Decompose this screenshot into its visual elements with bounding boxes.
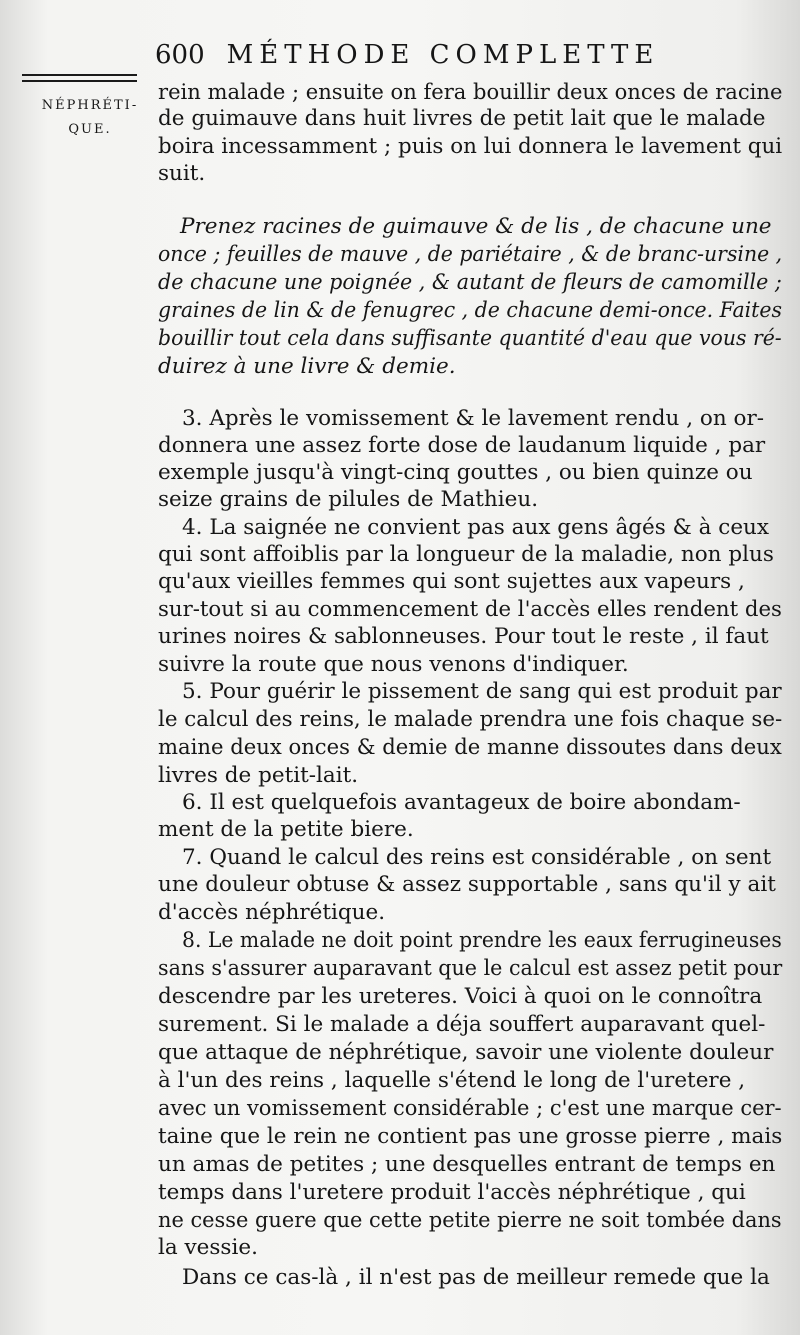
text-line: ne cesse guere que cette petite pierre ne soit tombée dans — [158, 1208, 782, 1233]
running-title: MÉTHODE COMPLETTE — [226, 40, 660, 70]
text-line: 7. Quand le calcul des reins est considérable , on sent — [182, 845, 772, 870]
text-line: suit. — [158, 161, 206, 186]
text-line: boira incessamment ; puis on lui donnera le lavement qui — [158, 134, 783, 159]
text-line: urines noires & sablonneuses. Pour tout le reste , il faut — [158, 624, 769, 649]
text-line: suivre la route que nous venons d'indiquer. — [158, 652, 629, 677]
text-line: temps dans l'uretere produit l'accès néphrétique , qui — [158, 1180, 746, 1205]
text-line: surement. Si le malade a déja souffert auparavant quel- — [158, 1012, 766, 1037]
text-line: ment de la petite biere. — [158, 817, 414, 842]
text-line: le calcul des reins, le malade prendra une fois chaque se- — [158, 707, 783, 732]
margin-note-line: NÉPHRÉTI- — [41, 98, 139, 113]
text-line: rein malade ; ensuite on fera bouillir deux onces de racine — [158, 80, 783, 105]
text-line: taine que le rein ne contient pas une grosse pierre , mais — [158, 1124, 783, 1149]
recipe-line: graines de lin & de fenugrec , de chacune demi-once. Faites — [158, 298, 783, 323]
text-line: exemple jusqu'à vingt-cinq gouttes , ou bien quinze ou — [158, 460, 753, 485]
text-line: 5. Pour guérir le pissement de sang qui est produit par — [182, 679, 782, 704]
text-line: que attaque de néphrétique, savoir une violente douleur — [158, 1040, 774, 1065]
text-line: 3. Après le vomissement & le lavement rendu , on or- — [182, 406, 764, 431]
text-line: livres de petit-lait. — [158, 763, 359, 788]
margin-note-line: QUE. — [68, 122, 112, 137]
margin-note — [30, 94, 150, 142]
text-line: d'accès néphrétique. — [158, 900, 386, 925]
recipe-line: Prenez racines de guimauve & de lis , de chacune une — [180, 214, 772, 239]
text-line: la vessie. — [158, 1235, 258, 1260]
margin-rule — [22, 80, 137, 82]
recipe-line: bouillir tout cela dans suffisante quantité d'eau que vous ré- — [158, 326, 782, 351]
text-line: une douleur obtuse & assez supportable , sans qu'il y ait — [158, 872, 776, 897]
text-line: maine deux onces & demie de manne dissoutes dans deux — [158, 735, 782, 760]
text-line: seize grains de pilules de Mathieu. — [158, 487, 539, 512]
text-line: donnera une assez forte dose de laudanum liquide , par — [158, 433, 766, 458]
text-line: Dans ce cas-là , il n'est pas de meilleur remede que la — [182, 1265, 770, 1290]
text-line: qui sont affoiblis par la longueur de la maladie, non plus — [158, 542, 774, 567]
text-line: 4. La saignée ne convient pas aux gens âgés & à ceux — [182, 515, 770, 540]
text-line: 6. Il est quelquefois avantageux de boire abondam- — [182, 790, 741, 815]
text-line: qu'aux vieilles femmes qui sont sujettes aux vapeurs , — [158, 569, 745, 594]
text-line: descendre par les ureteres. Voici à quoi on le connoîtra — [158, 984, 763, 1009]
margin-rule — [22, 74, 137, 76]
page-header — [155, 40, 755, 70]
recipe-line: de chacune une poignée , & autant de fleurs de camomille ; — [158, 270, 782, 295]
text-line: avec un vomissement considérable ; c'est une marque cer- — [158, 1096, 782, 1121]
page-number: 600 — [155, 40, 205, 70]
text-line: 8. Le malade ne doit point prendre les eaux ferrugineuses — [182, 928, 782, 953]
text-line: à l'un des reins , laquelle s'étend le long de l'uretere , — [158, 1068, 746, 1093]
text-line: de guimauve dans huit livres de petit lait que le malade — [158, 106, 766, 131]
recipe-line: once ; feuilles de mauve , de pariétaire , & de branc-ursine , — [158, 242, 783, 267]
recipe-line: duirez à une livre & demie. — [158, 354, 456, 379]
text-line: sans s'assurer auparavant que le calcul est assez petit pour — [158, 956, 783, 981]
text-line: sur-tout si au commencement de l'accès elles rendent des — [158, 597, 782, 622]
text-line: un amas de petites ; une desquelles entrant de temps en — [158, 1152, 776, 1177]
